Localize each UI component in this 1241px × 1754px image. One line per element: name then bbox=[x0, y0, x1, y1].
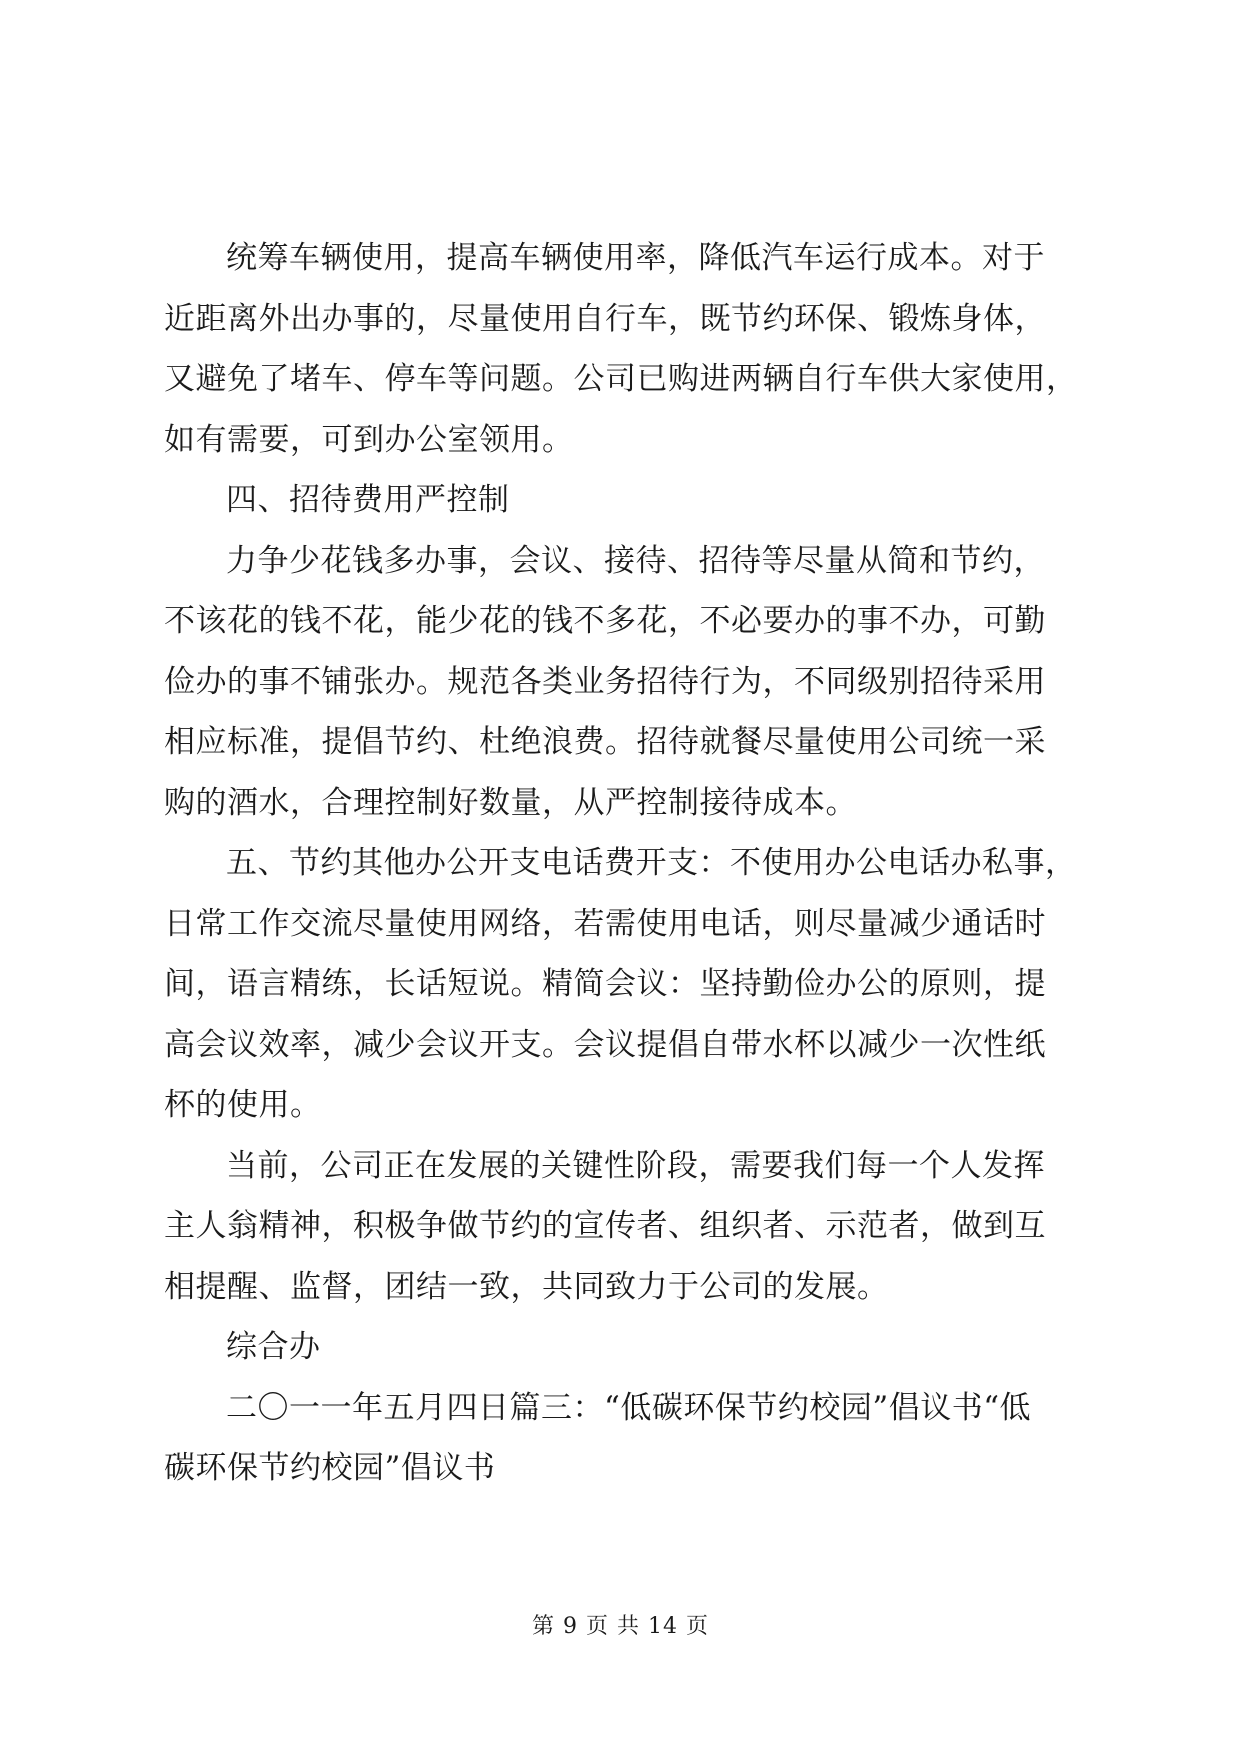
paragraph bbox=[164, 833, 1084, 1136]
text-line: 四、招待费用严控制 bbox=[226, 482, 510, 518]
text-line: 日常工作交流尽量使用网络，若需使用电话，则尽量减少通话时 bbox=[164, 905, 1046, 942]
text-line: 购的酒水，合理控制好数量，从严控制接待成本。 bbox=[164, 784, 857, 821]
document-body bbox=[164, 228, 1084, 1499]
text-line: 俭办的事不铺张办。规范各类业务招待行为，不同级别招待采用 bbox=[164, 663, 1046, 700]
text-line: 近距离外出办事的，尽量使用自行车，既节约环保、锻炼身体， bbox=[164, 300, 1046, 337]
paragraph bbox=[164, 531, 1084, 834]
paragraph bbox=[164, 228, 1084, 470]
text-line: 如有需要，可到办公室领用。 bbox=[164, 421, 574, 458]
text-line: 二〇一一年五月四日篇三：“低碳环保节约校园”倡议书“低 bbox=[226, 1389, 1032, 1426]
text-line: 间，语言精练，长话短说。精简会议：坚持勤俭办公的原则，提 bbox=[164, 966, 1046, 1002]
paragraph bbox=[164, 1136, 1084, 1318]
text-line: 不该花的钱不花，能少花的钱不多花，不必要办的事不办，可勤 bbox=[164, 603, 1046, 639]
paragraph bbox=[164, 1378, 1084, 1499]
paragraph bbox=[164, 1317, 1084, 1378]
text-line: 当前，公司正在发展的关键性阶段，需要我们每一个人发挥 bbox=[226, 1147, 1045, 1184]
text-line: 高会议效率，减少会议开支。会议提倡自带水杯以减少一次性纸 bbox=[164, 1026, 1046, 1063]
text-line: 碳环保节约校园”倡议书 bbox=[164, 1450, 496, 1486]
text-line: 五、节约其他办公开支电话费开支：不使用办公电话办私事， bbox=[226, 845, 1077, 881]
text-line: 又避免了堵车、停车等问题。公司已购进两辆自行车供大家使用， bbox=[164, 361, 1078, 397]
text-line: 主人翁精神，积极争做节约的宣传者、组织者、示范者，做到互 bbox=[164, 1208, 1046, 1244]
text-line: 力争少花钱多办事，会议、接待、招待等尽量从简和节约， bbox=[226, 542, 1045, 579]
text-line: 相应标准，提倡节约、杜绝浪费。招待就餐尽量使用公司统一采 bbox=[164, 724, 1046, 760]
text-line: 相提醒、监督，团结一致，共同致力于公司的发展。 bbox=[164, 1268, 889, 1305]
text-line: 综合办 bbox=[226, 1329, 321, 1365]
text-line: 统筹车辆使用，提高车辆使用率，降低汽车运行成本。对于 bbox=[226, 240, 1045, 276]
page-number-footer: 第 9 页 共 14 页 bbox=[532, 1614, 709, 1639]
paragraph bbox=[164, 470, 1084, 531]
text-line: 杯的使用。 bbox=[164, 1087, 322, 1123]
